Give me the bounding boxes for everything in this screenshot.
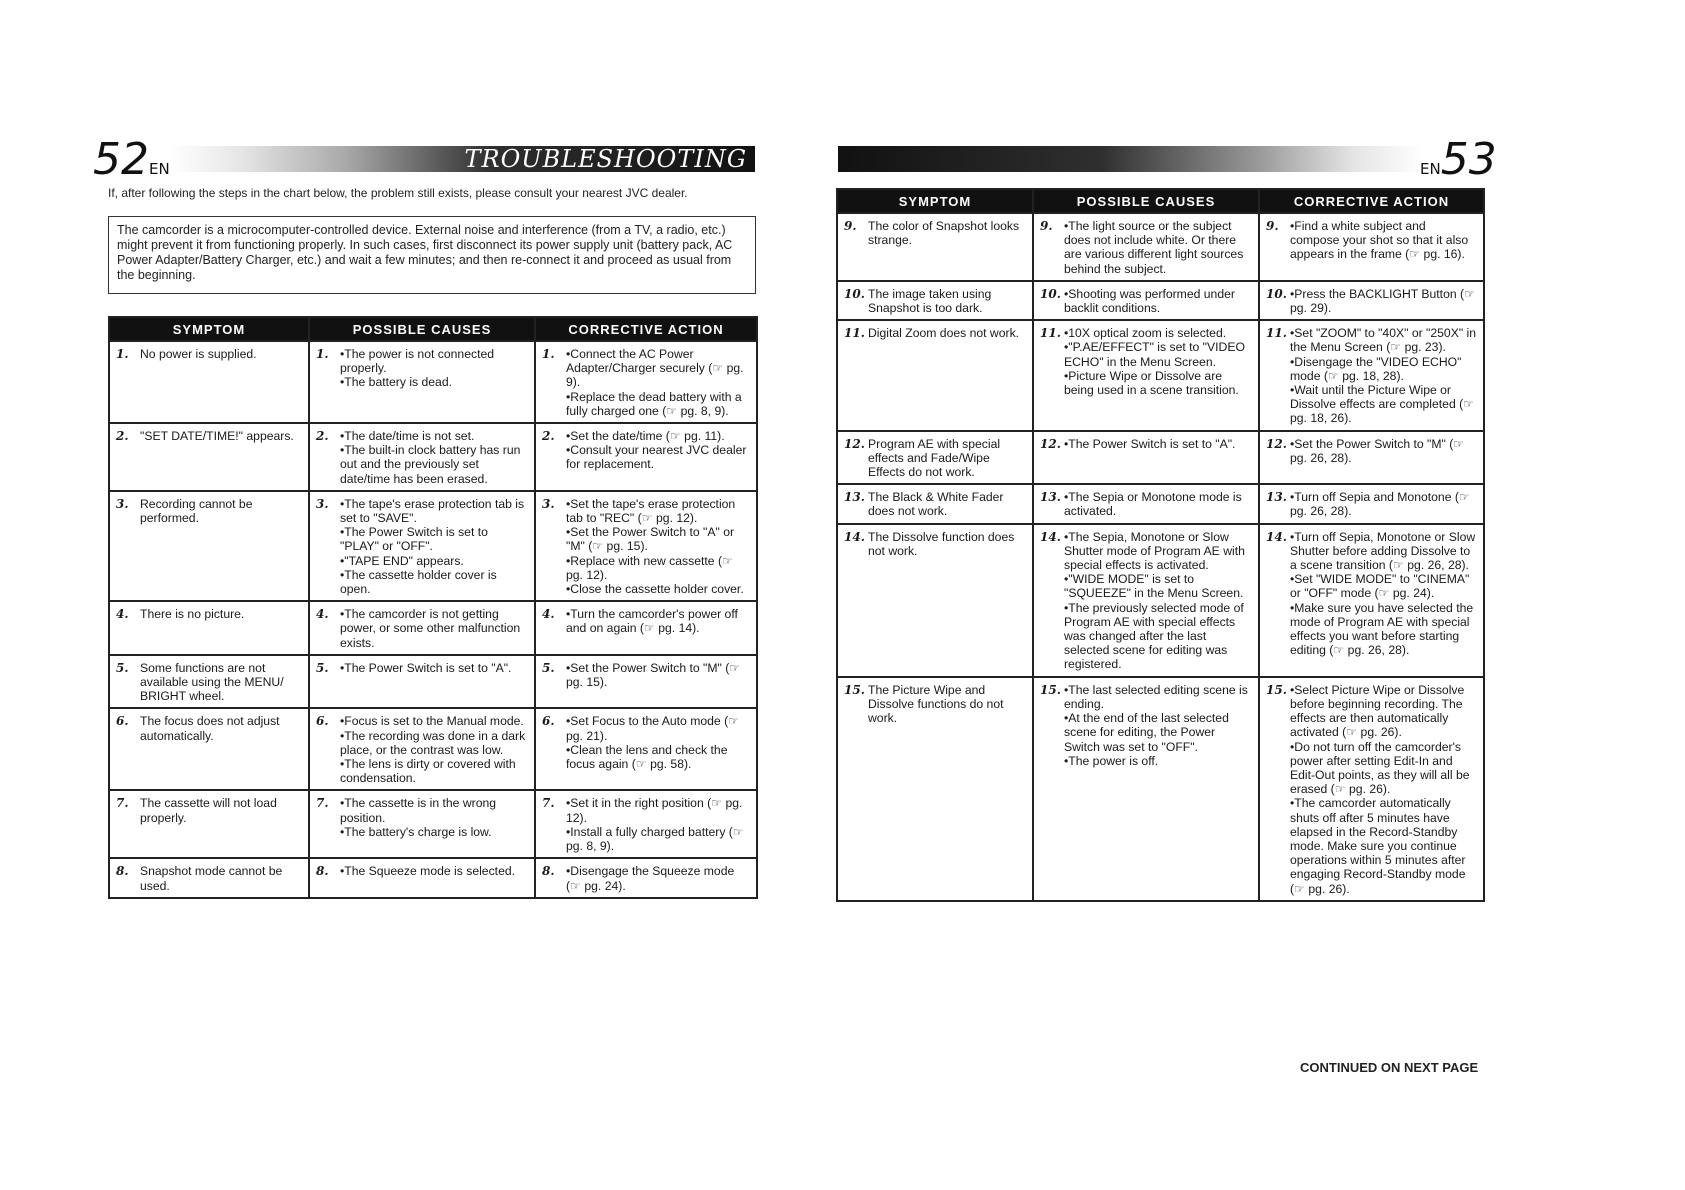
row-number: 3. — [542, 496, 555, 511]
actions-item: • Set the Power Switch to "M" (☞ pg. 15). — [566, 661, 750, 689]
actions-item: • Set the Power Switch to "A" or "M" (☞ pg. 15). — [566, 525, 750, 553]
row-number: 4. — [116, 607, 129, 622]
symptom-text: The cassette will not load properly. — [140, 796, 277, 825]
row-number: 1. — [316, 347, 329, 361]
causes-item: • The cassette holder cover is open. — [340, 568, 528, 596]
actions-item: • Close the cassette holder cover. — [566, 582, 750, 596]
symptom-cell — [837, 431, 1033, 485]
actions-item: • Set "ZOOM" to "40X" or "250X" in the Menu Screen (☞ pg. 23). — [1290, 326, 1477, 354]
table-row — [837, 281, 1484, 320]
symptom-cell — [109, 423, 309, 491]
actions-item: • Disengage the Squeeze mode (☞ pg. 24). — [566, 864, 750, 892]
causes-cell — [309, 655, 535, 709]
row-number: 4. — [316, 607, 329, 622]
right-troubleshooting-table — [836, 188, 1485, 902]
symptom-cell — [109, 655, 309, 709]
actions-item: • Replace with new cassette (☞ pg. 12). — [566, 554, 750, 582]
causes-item: • The power is off. — [1064, 754, 1252, 768]
causes-cell — [1033, 677, 1259, 901]
symptom-text: The image taken using Snapshot is too dark. — [868, 286, 992, 316]
actions-item: • Disengage the "VIDEO ECHO" mode (☞ pg. 18, 28). — [1290, 355, 1477, 383]
table-row — [109, 790, 757, 858]
causes-item: • The Squeeze mode is selected. — [340, 864, 528, 878]
row-number: 13. — [1266, 490, 1287, 505]
causes-cell — [1033, 431, 1259, 485]
actions-cell — [1259, 320, 1484, 430]
causes-item: • 10X optical zoom is selected. — [1064, 326, 1252, 340]
actions-item: • Set "WIDE MODE" to "CINEMA" or "OFF" mode (☞ pg. 24). — [1290, 572, 1477, 600]
row-number: 12. — [1266, 436, 1287, 451]
row-number: 2. — [542, 429, 555, 444]
left-page-number — [93, 134, 170, 191]
causes-item: • The date/time is not set. — [340, 429, 528, 443]
symptom-cell — [109, 858, 309, 897]
row-number: 11. — [1040, 326, 1061, 341]
row-number: 9. — [844, 219, 857, 233]
actions-item: • Set the tape's erase protection tab to "REC" (☞ pg. 12). — [566, 497, 750, 525]
causes-item: • "TAPE END" appears. — [340, 554, 528, 568]
causes-item: • The power is not connected properly. — [340, 347, 528, 375]
causes-cell — [1033, 281, 1259, 320]
table-header-row — [837, 189, 1484, 213]
row-number: 7. — [116, 796, 129, 811]
row-number: 5. — [542, 660, 555, 675]
actions-item: • Install a fully charged battery (☞ pg. 8, 9). — [566, 825, 750, 853]
causes-cell — [1033, 320, 1259, 430]
causes-item: • The lens is dirty or covered with condensation. — [340, 757, 528, 785]
actions-item: • Set the Power Switch to "M" (☞ pg. 26, 28). — [1290, 437, 1477, 465]
header-causes: POSSIBLE CAUSES — [1033, 189, 1259, 213]
row-number: 12. — [844, 436, 865, 451]
row-number: 3. — [116, 496, 129, 511]
table-row — [109, 423, 757, 491]
row-number: 8. — [116, 864, 129, 879]
left-page-suffix: EN — [149, 160, 170, 178]
causes-cell — [1033, 213, 1259, 281]
row-number: 10. — [844, 286, 865, 301]
actions-cell — [535, 858, 757, 897]
row-number: 14. — [1266, 529, 1287, 544]
symptom-cell — [109, 601, 309, 655]
symptom-text: The focus does not adjust automatically. — [140, 714, 280, 743]
actions-item: • Press the BACKLIGHT Button (☞ pg. 29). — [1290, 287, 1477, 315]
actions-item: • Set the date/time (☞ pg. 11). — [566, 429, 750, 443]
symptom-cell — [837, 524, 1033, 677]
actions-cell — [1259, 524, 1484, 677]
actions-cell — [535, 708, 757, 790]
table-row — [109, 858, 757, 897]
row-number: 13. — [844, 490, 865, 505]
actions-item: • Set Focus to the Auto mode (☞ pg. 21). — [566, 714, 750, 742]
row-number: 10. — [1266, 286, 1287, 301]
causes-item: • At the end of the last selected scene for editing, the Power Switch was set to "OFF". — [1064, 711, 1252, 754]
causes-cell — [309, 423, 535, 491]
symptom-cell — [109, 790, 309, 858]
note-box: The camcorder is a microcomputer-controlled device. External noise and interference (from a TV, a radio, etc.) might prevent it from functioning properly. In such cases, first disconnect its power supply unit (battery pack, AC Power Adapter/Battery Charger, etc.) and wait a few minutes; and then re-connect it and proceed as usual from the beginning. — [108, 216, 756, 294]
causes-item: • "WIDE MODE" is set to "SQUEEZE" in the Menu Screen. — [1064, 572, 1252, 600]
row-number: 11. — [844, 326, 865, 341]
row-number: 9. — [1266, 219, 1279, 233]
actions-cell — [535, 491, 757, 601]
actions-cell — [1259, 484, 1484, 523]
actions-cell — [1259, 213, 1484, 281]
right-page-prefix: EN — [1420, 160, 1441, 178]
row-number: 13. — [1040, 490, 1061, 505]
causes-item: • The battery is dead. — [340, 375, 528, 389]
symptom-text: "SET DATE/TIME!" appears. — [140, 429, 294, 444]
causes-cell — [309, 790, 535, 858]
actions-item: • Do not turn off the camcorder's power after setting Edit-In and Edit-Out points, as they will all be erased (☞ pg. 26). — [1290, 740, 1477, 797]
symptom-text: Recording cannot be performed. — [140, 496, 253, 526]
table-row — [837, 213, 1484, 281]
left-troubleshooting-table — [108, 316, 758, 899]
symptom-cell — [837, 320, 1033, 430]
symptom-cell — [837, 213, 1033, 281]
row-number: 15. — [1040, 682, 1061, 697]
right-title-band — [838, 146, 1423, 172]
row-number: 14. — [844, 529, 865, 544]
row-number: 14. — [1040, 529, 1061, 544]
row-number: 4. — [542, 607, 555, 622]
symptom-text: Program AE with special effects and Fade/Wipe Effects do not work. — [868, 436, 1001, 480]
row-number: 1. — [116, 347, 129, 361]
header-actions: CORRECTIVE ACTION — [1259, 189, 1484, 213]
intro-text: If, after following the steps in the chart below, the problem still exists, please consult your nearest JVC dealer. — [108, 186, 688, 200]
actions-cell — [535, 423, 757, 491]
causes-item: • The recording was done in a dark place, or the contrast was low. — [340, 729, 528, 757]
row-number: 3. — [316, 496, 329, 511]
actions-cell — [535, 790, 757, 858]
row-number: 15. — [1266, 682, 1287, 697]
row-number: 9. — [1040, 219, 1053, 233]
actions-cell — [1259, 281, 1484, 320]
row-number: 6. — [116, 714, 129, 729]
causes-item: • Shooting was performed under backlit conditions. — [1064, 287, 1252, 315]
symptom-cell — [109, 341, 309, 423]
row-number: 11. — [1266, 326, 1287, 341]
actions-item: • Replace the dead battery with a fully charged one (☞ pg. 8, 9). — [566, 390, 750, 418]
causes-item: • The tape's erase protection tab is set to "SAVE". — [340, 497, 528, 525]
causes-item: • The cassette is in the wrong position. — [340, 796, 528, 824]
actions-item: • Make sure you have selected the mode of Program AE with special effects you want before starting editing (☞ pg. 26, 28). — [1290, 601, 1477, 658]
header-actions: CORRECTIVE ACTION — [535, 317, 757, 341]
table-row — [837, 320, 1484, 430]
right-page-number — [1420, 134, 1497, 191]
causes-item: • The previously selected mode of Program AE with special effects was changed after the last selected scene for editing was registered. — [1064, 601, 1252, 672]
causes-item: • The Sepia or Monotone mode is activated. — [1064, 490, 1252, 518]
symptom-text: There is no picture. — [140, 607, 245, 622]
actions-cell — [1259, 677, 1484, 901]
table-row — [109, 708, 757, 790]
row-number: 5. — [316, 660, 329, 675]
symptom-cell — [109, 708, 309, 790]
actions-item: • Clean the lens and check the focus again (☞ pg. 58). — [566, 743, 750, 771]
causes-item: • The last selected editing scene is ending. — [1064, 683, 1252, 711]
table-row — [109, 655, 757, 709]
causes-item: • The camcorder is not getting power, or some other malfunction exists. — [340, 607, 528, 650]
actions-item: • Find a white subject and compose your shot so that it also appears in the frame (☞ pg. 16). — [1290, 219, 1477, 262]
causes-cell — [1033, 484, 1259, 523]
causes-item: • The Power Switch is set to "PLAY" or "OFF". — [340, 525, 528, 553]
actions-item: • Consult your nearest JVC dealer for replacement. — [566, 443, 750, 471]
actions-item: • Turn off Sepia, Monotone or Slow Shutter before adding Dissolve to a scene transition (☞ pg. 26, 28). — [1290, 530, 1477, 573]
row-number: 6. — [542, 714, 555, 729]
symptom-text: Digital Zoom does not work. — [868, 326, 1020, 341]
row-number: 2. — [316, 429, 329, 444]
causes-cell — [1033, 524, 1259, 677]
symptom-text: The Picture Wipe and Dissolve functions do not work. — [868, 682, 1004, 726]
table-row — [837, 484, 1484, 523]
causes-item: • Picture Wipe or Dissolve are being used in a scene transition. — [1064, 369, 1252, 397]
symptom-cell — [837, 281, 1033, 320]
causes-item: • The built-in clock battery has run out and the previously set date/time has been erased. — [340, 443, 528, 486]
symptom-text: The Dissolve function does not work. — [868, 529, 1015, 558]
table-row — [109, 601, 757, 655]
row-number: 5. — [116, 660, 129, 675]
causes-item: • The Sepia, Monotone or Slow Shutter mode of Program AE with special effects is activated. — [1064, 530, 1252, 573]
symptom-text: The color of Snapshot looks strange. — [868, 219, 1020, 248]
causes-item: • The light source or the subject does not include white. Or there are various different light sources behind the subject. — [1064, 219, 1252, 276]
table-row — [109, 341, 757, 423]
causes-item: • The Power Switch is set to "A". — [340, 661, 528, 675]
row-number: 6. — [316, 714, 329, 729]
symptom-cell — [837, 484, 1033, 523]
table-row — [837, 524, 1484, 677]
causes-item: • Focus is set to the Manual mode. — [340, 714, 528, 728]
causes-cell — [309, 601, 535, 655]
actions-item: • Turn the camcorder's power off and on again (☞ pg. 14). — [566, 607, 750, 635]
causes-cell — [309, 341, 535, 423]
causes-cell — [309, 858, 535, 897]
row-number: 8. — [316, 864, 329, 879]
header-symptom: SYMPTOM — [837, 189, 1033, 213]
actions-item: • Connect the AC Power Adapter/Charger securely (☞ pg. 9). — [566, 347, 750, 390]
table-row — [109, 491, 757, 601]
continued-footer: CONTINUED ON NEXT PAGE — [1300, 1060, 1479, 1075]
header-symptom: SYMPTOM — [109, 317, 309, 341]
symptom-text: No power is supplied. — [140, 347, 257, 361]
row-number: 8. — [542, 864, 555, 879]
symptom-cell — [837, 677, 1033, 901]
right-page-number-value: 53 — [1440, 134, 1497, 185]
row-number: 15. — [844, 682, 865, 697]
symptom-text: Snapshot mode cannot be used. — [140, 864, 283, 893]
actions-cell — [535, 341, 757, 423]
row-number: 12. — [1040, 436, 1061, 451]
row-number: 7. — [542, 796, 555, 811]
actions-item: • Turn off Sepia and Monotone (☞ pg. 26, 28). — [1290, 490, 1477, 518]
table-row — [837, 431, 1484, 485]
causes-cell — [309, 708, 535, 790]
causes-item: • The Power Switch is set to "A". — [1064, 437, 1252, 451]
actions-cell — [535, 601, 757, 655]
row-number: 10. — [1040, 286, 1061, 301]
symptom-cell — [109, 491, 309, 601]
left-title-band — [170, 146, 755, 172]
actions-item: • Wait until the Picture Wipe or Dissolve effects are completed (☞ pg. 18, 26). — [1290, 383, 1477, 426]
actions-item: • The camcorder automatically shuts off after 5 minutes have elapsed in the Record-Standby mode. Make sure you continue operations within 5 minutes after engaging Record-Standby mode (☞ pg. 26). — [1290, 796, 1477, 895]
symptom-text: The Black & White Fader does not work. — [868, 490, 1004, 519]
table-header-row — [109, 317, 757, 341]
row-number: 7. — [316, 796, 329, 811]
actions-cell — [535, 655, 757, 709]
header-causes: POSSIBLE CAUSES — [309, 317, 535, 341]
causes-cell — [309, 491, 535, 601]
actions-cell — [1259, 431, 1484, 485]
actions-item: • Set it in the right position (☞ pg. 12). — [566, 796, 750, 824]
causes-item: • "P.AE/EFFECT" is set to "VIDEO ECHO" in the Menu Screen. — [1064, 340, 1252, 368]
causes-item: • The battery's charge is low. — [340, 825, 528, 839]
row-number: 2. — [116, 429, 129, 444]
table-row — [837, 677, 1484, 901]
symptom-text: Some functions are not available using the MENU/ BRIGHT wheel. — [140, 660, 284, 704]
actions-item: • Select Picture Wipe or Dissolve before beginning recording. The effects are then automatically activated (☞ pg. 26). — [1290, 683, 1477, 740]
row-number: 1. — [542, 347, 555, 361]
left-page-number-value: 52 — [93, 134, 149, 185]
section-title: TROUBLESHOOTING — [464, 145, 747, 173]
